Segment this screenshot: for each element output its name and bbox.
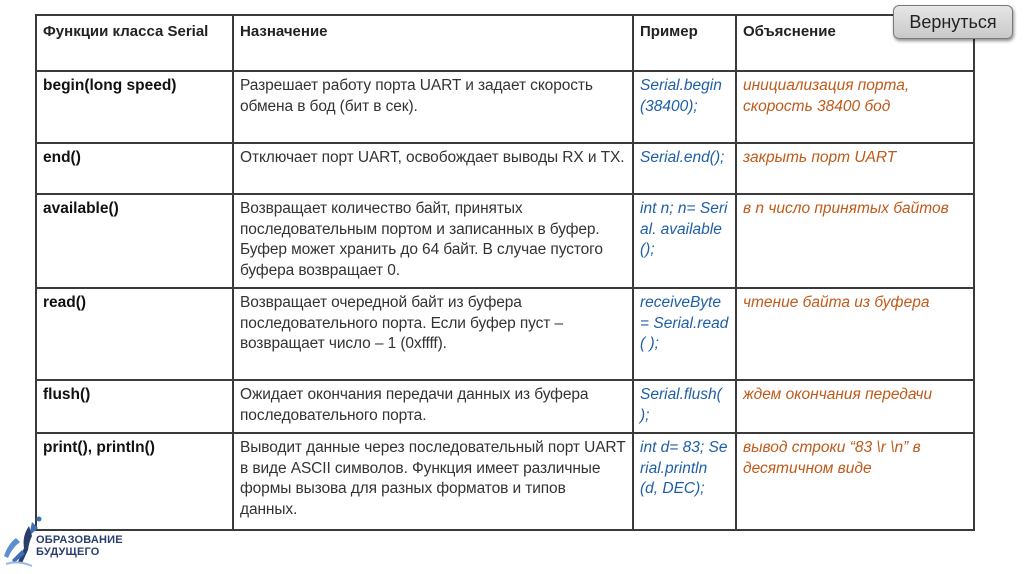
function-cell: flush()	[36, 380, 233, 433]
table-row	[36, 433, 974, 530]
header-function: Функции класса Serial	[36, 15, 233, 71]
explanation-cell: чтение байта из буфера	[736, 288, 974, 380]
logo-line-2: БУДУЩЕГО	[36, 546, 100, 558]
description-cell: Выводит данные через последовательный порт UART в виде ASCII символов. Функция имеет различные формы вызова для разных форматов и типов данных.	[233, 433, 633, 530]
explanation-cell: инициализация порта, скорость 38400 бод	[736, 71, 974, 143]
example-cell: int d= 83; Serial.println (d, DEC);	[633, 433, 736, 530]
back-button[interactable]: Вернуться	[893, 5, 1013, 39]
explanation-cell: ждем окончания передачи	[736, 380, 974, 433]
logo-line-1: ОБРАЗОВАНИЕ	[36, 534, 123, 546]
example-cell: Serial.flush( );	[633, 380, 736, 433]
table-row	[36, 380, 974, 433]
logo	[2, 512, 132, 570]
explanation-cell: вывод строки “83 \r \n” в десятичном виде	[736, 433, 974, 530]
function-cell: available()	[36, 194, 233, 288]
function-cell: read()	[36, 288, 233, 380]
serial-functions-table	[35, 14, 975, 531]
example-cell: Serial.begin (38400);	[633, 71, 736, 143]
description-cell: Возвращает количество байт, принятых последовательным портом и записанных в буфер. Буфер может хранить до 64 байт. В случае пустого буфера возвращает 0.	[233, 194, 633, 288]
header-purpose: Назначение	[233, 15, 633, 71]
header-explanation: Объяснение	[736, 15, 974, 71]
explanation-cell: закрыть порт UART	[736, 143, 974, 194]
description-cell: Отключает порт UART, освобождает выводы RX и TX.	[233, 143, 633, 194]
function-cell: begin(long speed)	[36, 71, 233, 143]
logo-text	[36, 534, 123, 558]
table-row	[36, 143, 974, 194]
function-cell: end()	[36, 143, 233, 194]
table-row	[36, 71, 974, 143]
table-row	[36, 194, 974, 288]
table-header-row	[36, 15, 974, 71]
table-row	[36, 288, 974, 380]
description-cell: Ожидает окончания передачи данных из буфера последовательного порта.	[233, 380, 633, 433]
example-cell: int n; n= Serial. available();	[633, 194, 736, 288]
description-cell: Возвращает очередной байт из буфера последовательного порта. Если буфер пуст – возвращает число – 1 (0xffff).	[233, 288, 633, 380]
function-cell: print(), println()	[36, 433, 233, 530]
example-cell: receiveByte = Serial.read( );	[633, 288, 736, 380]
header-example: Пример	[633, 15, 736, 71]
explanation-cell: в n число принятых байтов	[736, 194, 974, 288]
example-cell: Serial.end();	[633, 143, 736, 194]
description-cell: Разрешает работу порта UART и задает скорость обмена в бод (бит в сек).	[233, 71, 633, 143]
